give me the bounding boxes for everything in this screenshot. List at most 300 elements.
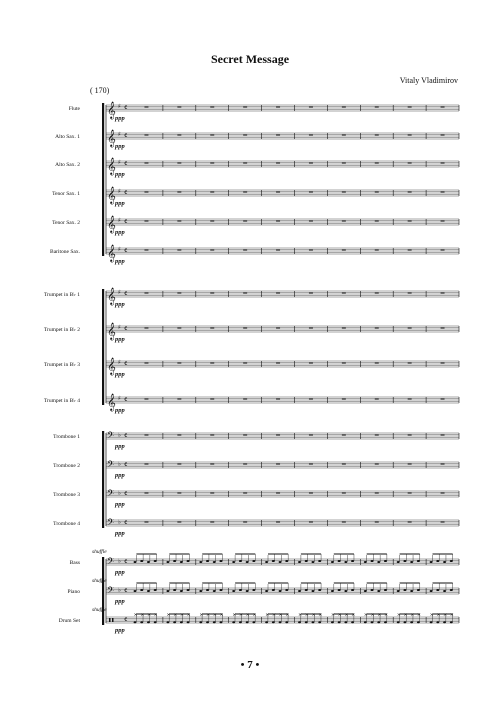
whole-rest-icon [144,435,148,436]
key-flat-icon: ♭ [118,587,121,594]
note-head-icon [232,590,235,592]
common-time-icon: 𝄴 [124,131,128,141]
note-head-icon [344,590,347,592]
note-head-icon [377,590,380,592]
cymbal-x-icon: × [166,612,171,618]
style-mark: shuffle [92,607,107,613]
note-head-icon [246,561,249,563]
note-head-icon [206,589,209,591]
note-head-icon [265,590,268,592]
instrument-label: Piano [67,589,80,595]
cymbal-x-icon: × [416,612,422,618]
whole-rest-icon [177,328,181,329]
whole-rest-icon [144,464,148,465]
cymbal-x-icon: × [199,612,204,618]
note-head-icon [187,589,190,591]
dynamic-marking: ppp [115,443,125,450]
note-head-icon [403,589,406,591]
drum-note-icon [173,621,176,623]
note-head-icon [187,560,190,562]
cymbal-x-icon: × [252,612,257,618]
note-head-icon [384,560,387,562]
cymbal-x-icon: × [443,612,448,618]
whole-rest-icon [309,293,313,294]
drum-note-icon [220,621,223,623]
cymbal-x-icon: × [271,612,277,618]
whole-rest-icon [309,363,313,364]
score-title: Secret Message [210,52,290,66]
note-head-icon [417,589,420,591]
note-head-icon [436,560,439,562]
bass-clef-icon: 𝄢 [107,556,115,569]
cymbal-x-icon: × [436,612,441,618]
note-head-icon [436,589,439,591]
common-time-icon: 𝄴 [124,395,128,405]
cymbal-x-icon: × [370,612,375,618]
note-head-icon [140,589,143,591]
drum-note-icon [285,621,288,623]
whole-rest-icon [177,399,181,400]
cymbal-x-icon: × [383,612,389,618]
dynamic-marking: ppp [115,598,125,605]
whole-rest-icon [210,107,214,108]
dynamic-marking: ppp [115,501,125,508]
whole-rest-icon [243,192,247,193]
whole-rest-icon [309,135,313,136]
whole-rest-icon [177,493,181,494]
instrument-label: Trumpet in B♭ 4 [43,398,80,404]
whole-rest-icon [309,250,313,251]
bass-clef-icon: 𝄢 [107,585,115,598]
cymbal-x-icon: × [153,612,158,618]
note-head-icon [305,560,308,562]
drum-note-icon [318,621,321,623]
note-head-icon [219,589,222,591]
key-flat-icon: ♭ [118,519,121,526]
whole-rest-icon [144,493,148,494]
drum-note-icon [279,621,282,623]
key-sharp-icon: ♯ [118,246,121,253]
key-sharp-icon: ♯ [118,131,121,138]
cymbal-x-icon: × [238,612,244,618]
common-time-icon: 𝄴 [124,489,128,499]
whole-rest-icon [210,464,214,465]
drum-note-icon [384,621,387,623]
whole-rest-icon [375,399,379,400]
whole-rest-icon [408,464,412,465]
whole-rest-icon [243,135,247,136]
instrument-label: Trumpet in B♭ 3 [43,362,80,368]
whole-rest-icon [177,363,181,364]
whole-rest-icon [309,522,313,523]
note-head-icon [331,561,334,563]
whole-rest-icon [342,363,346,364]
treble-clef-icon: 𝄞 [107,287,116,305]
whole-rest-icon [408,293,412,294]
whole-rest-icon [375,192,379,193]
note-head-icon [239,560,242,562]
treble-clef-icon: 𝄞 [107,357,116,375]
whole-rest-icon [441,192,445,193]
percussion-clef-icon [109,618,111,622]
dynamic-marking: ppp [115,301,125,308]
note-head-icon [344,561,347,563]
whole-rest-icon [375,135,379,136]
common-time-icon: 𝄴 [124,586,128,596]
whole-rest-icon [408,107,412,108]
cymbal-x-icon: × [351,612,356,618]
drum-note-icon [180,621,183,623]
cymbal-x-icon: × [403,612,408,618]
whole-rest-icon [177,435,181,436]
whole-rest-icon [276,363,280,364]
note-head-icon [338,560,341,562]
whole-rest-icon [144,250,148,251]
whole-rest-icon [342,221,346,222]
whole-rest-icon [342,328,346,329]
cymbal-x-icon: × [232,612,237,618]
whole-rest-icon [144,328,148,329]
dynamic-marking: ppp [115,530,125,537]
note-head-icon [364,590,367,592]
cymbal-x-icon: × [410,612,415,618]
note-head-icon [397,561,400,563]
cymbal-x-icon: × [311,612,316,618]
drum-note-icon [312,621,315,623]
note-head-icon [173,589,176,591]
common-time-icon: 𝄴 [124,324,128,334]
whole-rest-icon [210,363,214,364]
whole-rest-icon [276,192,280,193]
treble-clef-icon: 𝄞 [107,129,116,147]
drum-note-icon [246,621,249,623]
cymbal-x-icon: × [173,612,178,618]
note-head-icon [154,589,157,591]
key-flat-icon: ♭ [118,461,121,468]
drum-note-icon [410,621,413,623]
whole-rest-icon [276,328,280,329]
cymbal-x-icon: × [285,612,290,618]
whole-rest-icon [276,135,280,136]
key-sharp-icon: ♯ [118,188,121,195]
note-head-icon [166,590,169,592]
drum-note-icon [206,621,209,623]
note-head-icon [252,589,255,591]
whole-rest-icon [309,493,313,494]
whole-rest-icon [276,435,280,436]
whole-rest-icon [408,328,412,329]
instrument-label: Trumpet in B♭ 1 [43,292,80,298]
common-time-icon: 𝄴 [124,615,128,625]
note-head-icon [298,590,301,592]
drum-note-icon [154,621,157,623]
instrument-label: Trumpet in B♭ 2 [43,327,80,333]
whole-rest-icon [276,493,280,494]
cymbal-x-icon: × [449,612,454,618]
cymbal-x-icon: × [133,612,138,618]
cymbal-x-icon: × [186,612,191,618]
note-head-icon [246,590,249,592]
whole-rest-icon [243,293,247,294]
note-head-icon [403,560,406,562]
key-sharp-icon: ♯ [118,159,121,166]
whole-rest-icon [144,163,148,164]
key-sharp-icon: ♯ [118,324,121,331]
note-head-icon [180,561,183,563]
drum-note-icon [443,621,446,623]
drum-note-icon [232,621,235,623]
common-time-icon: 𝄴 [124,289,128,299]
drum-note-icon [213,621,216,623]
treble-clef-icon: 𝄞 [107,393,116,411]
drum-note-icon [430,621,433,623]
whole-rest-icon [177,293,181,294]
whole-rest-icon [144,192,148,193]
note-head-icon [430,561,433,563]
note-head-icon [154,560,157,562]
whole-rest-icon [309,192,313,193]
dynamic-marking: ppp [115,200,125,207]
cymbal-x-icon: × [330,612,336,618]
whole-rest-icon [441,493,445,494]
note-head-icon [318,589,321,591]
note-head-icon [311,561,314,563]
whole-rest-icon [144,363,148,364]
whole-rest-icon [342,493,346,494]
whole-rest-icon [210,399,214,400]
dynamic-marking: ppp [115,407,125,414]
whole-rest-icon [144,135,148,136]
whole-rest-icon [243,464,247,465]
whole-rest-icon [243,250,247,251]
whole-rest-icon [408,363,412,364]
dynamic-marking: ppp [115,143,125,150]
key-flat-icon: ♭ [118,432,121,439]
system-bracket [102,103,104,256]
whole-rest-icon [375,221,379,222]
common-time-icon: 𝄴 [124,188,128,198]
note-head-icon [239,589,242,591]
note-head-icon [443,561,446,563]
whole-rest-icon [309,435,313,436]
whole-rest-icon [210,293,214,294]
note-head-icon [285,560,288,562]
whole-rest-icon [309,328,313,329]
dynamic-marking: ppp [115,627,125,634]
whole-rest-icon [375,493,379,494]
note-head-icon [371,589,374,591]
whole-rest-icon [441,522,445,523]
whole-rest-icon [408,493,412,494]
note-head-icon [134,590,137,592]
cymbal-x-icon: × [245,612,250,618]
whole-rest-icon [177,250,181,251]
note-head-icon [219,560,222,562]
key-sharp-icon: ♯ [118,103,121,110]
drum-note-icon [167,621,170,623]
cymbal-x-icon: × [278,612,283,618]
tempo-mark: ( 170) [90,86,110,95]
drum-note-icon [298,621,301,623]
instrument-label: Drum Set [58,618,80,624]
instrument-label: Alto Sax. 2 [55,162,80,168]
whole-rest-icon [276,293,280,294]
whole-rest-icon [309,221,313,222]
instrument-label: Bass [69,560,80,566]
note-head-icon [410,561,413,563]
whole-rest-icon [210,135,214,136]
whole-rest-icon [144,399,148,400]
drum-note-icon [140,621,143,623]
whole-rest-icon [210,493,214,494]
whole-rest-icon [342,293,346,294]
percussion-clef-icon [112,618,114,622]
note-head-icon [417,560,420,562]
whole-rest-icon [375,163,379,164]
note-head-icon [147,590,150,592]
note-head-icon [232,561,235,563]
whole-rest-icon [243,107,247,108]
note-head-icon [351,589,354,591]
cymbal-x-icon: × [337,612,342,618]
drum-note-icon [134,621,137,623]
common-time-icon: 𝄴 [124,159,128,169]
drum-note-icon [417,621,420,623]
cymbal-x-icon: × [206,612,211,618]
treble-clef-icon: 𝄞 [107,157,116,175]
whole-rest-icon [408,399,412,400]
cymbal-x-icon: × [140,612,145,618]
whole-rest-icon [441,293,445,294]
note-head-icon [311,590,314,592]
whole-rest-icon [441,363,445,364]
whole-rest-icon [342,135,346,136]
cymbal-x-icon: × [304,612,309,618]
instrument-label: Flute [68,106,80,112]
whole-rest-icon [243,163,247,164]
common-time-icon: 𝄴 [124,518,128,528]
instrument-label: Alto Sax. 1 [55,134,80,140]
whole-rest-icon [375,293,379,294]
dynamic-marking: ppp [115,336,125,343]
common-time-icon: 𝄴 [124,217,128,227]
common-time-icon: 𝄴 [124,246,128,256]
note-head-icon [140,560,143,562]
note-head-icon [173,560,176,562]
drum-note-icon [252,621,255,623]
whole-rest-icon [144,293,148,294]
drum-note-icon [331,621,334,623]
whole-rest-icon [342,399,346,400]
common-time-icon: 𝄴 [124,103,128,113]
dynamic-marking: ppp [115,115,125,122]
whole-rest-icon [408,250,412,251]
whole-rest-icon [177,192,181,193]
whole-rest-icon [243,221,247,222]
note-head-icon [450,589,453,591]
whole-rest-icon [309,464,313,465]
dynamic-marking: ppp [115,371,125,378]
whole-rest-icon [441,464,445,465]
cymbal-x-icon: × [318,612,323,618]
cymbal-x-icon: × [363,612,369,618]
whole-rest-icon [210,163,214,164]
page-number: • 7 • [240,659,260,671]
bass-clef-icon: 𝄢 [107,488,115,501]
whole-rest-icon [441,399,445,400]
note-head-icon [377,561,380,563]
cymbal-x-icon: × [212,612,217,618]
cymbal-x-icon: × [429,612,434,618]
whole-rest-icon [243,435,247,436]
whole-rest-icon [276,163,280,164]
key-sharp-icon: ♯ [118,217,121,224]
whole-rest-icon [177,107,181,108]
whole-rest-icon [408,435,412,436]
whole-rest-icon [276,522,280,523]
dynamic-marking: ppp [115,258,125,265]
whole-rest-icon [441,328,445,329]
drum-note-icon [272,621,275,623]
whole-rest-icon [144,522,148,523]
cymbal-x-icon: × [298,612,303,618]
note-head-icon [450,560,453,562]
note-head-icon [272,560,275,562]
whole-rest-icon [177,135,181,136]
drum-note-icon [305,621,308,623]
drum-note-icon [239,621,242,623]
whole-rest-icon [441,250,445,251]
note-head-icon [410,590,413,592]
note-head-icon [147,561,150,563]
note-head-icon [213,561,216,563]
whole-rest-icon [243,399,247,400]
style-mark: shuffle [92,549,107,555]
whole-rest-icon [144,107,148,108]
whole-rest-icon [408,221,412,222]
note-head-icon [331,590,334,592]
note-head-icon [252,560,255,562]
dynamic-marking: ppp [115,229,125,236]
note-head-icon [351,560,354,562]
note-head-icon [206,560,209,562]
note-head-icon [134,561,137,563]
common-time-icon: 𝄴 [124,359,128,369]
treble-clef-icon: 𝄞 [107,322,116,340]
key-sharp-icon: ♯ [118,289,121,296]
whole-rest-icon [177,464,181,465]
key-sharp-icon: ♯ [118,359,121,366]
drum-note-icon [377,621,380,623]
whole-rest-icon [210,328,214,329]
whole-rest-icon [342,435,346,436]
instrument-label: Trombone 4 [53,521,80,527]
note-head-icon [279,590,282,592]
treble-clef-icon: 𝄞 [107,101,116,119]
key-sharp-icon: ♯ [118,395,121,402]
note-head-icon [318,560,321,562]
note-head-icon [397,590,400,592]
dynamic-marking: ppp [115,569,125,576]
system-bracket [102,431,104,528]
cymbal-x-icon: × [265,612,270,618]
dynamic-marking: ppp [115,171,125,178]
whole-rest-icon [243,493,247,494]
treble-clef-icon: 𝄞 [107,186,116,204]
common-time-icon: 𝄴 [124,431,128,441]
note-head-icon [265,561,268,563]
note-head-icon [272,589,275,591]
